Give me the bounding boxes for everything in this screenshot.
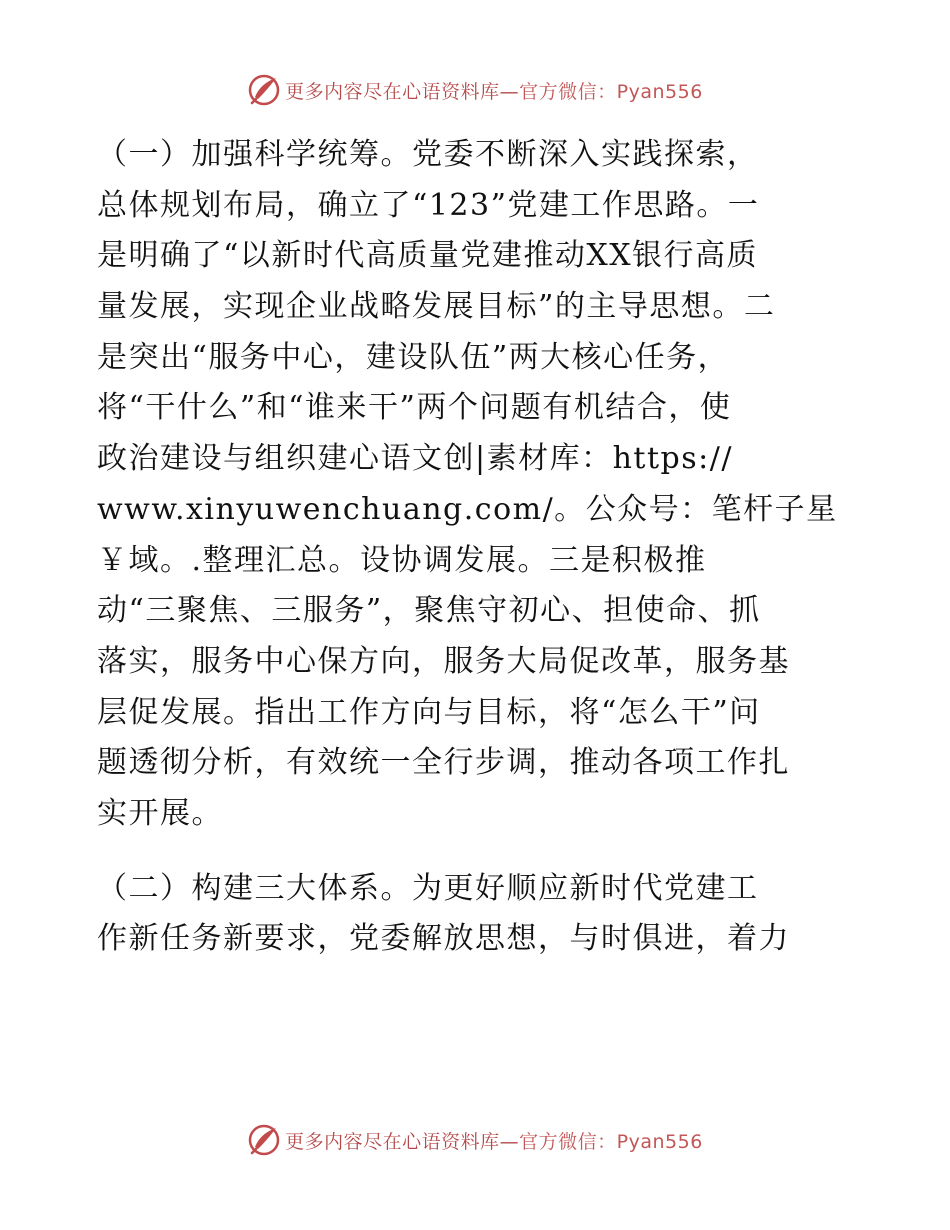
paragraph	[97, 864, 857, 965]
text-line: 量发展，实现企业战略发展目标”的主导思想。二	[97, 289, 776, 325]
header-watermark	[0, 68, 950, 112]
text-line: 题透彻分析，有效统一全行步调，推动各项工作扎	[97, 745, 790, 781]
text-line: 政治建设与组织建心语文创|素材库：https://	[97, 441, 733, 477]
document-body	[97, 130, 857, 965]
text-line: 作新任务新要求，党委解放思想，与时俱进，着力	[97, 921, 790, 957]
text-line: 落实，服务中心保方向，服务大局促改革，服务基	[97, 643, 790, 679]
paragraph	[97, 130, 857, 840]
watermark-site: 更多内容尽在心语资料库—	[285, 80, 520, 103]
watermark-site: 更多内容尽在心语资料库—	[285, 1130, 520, 1153]
text-line: 动“三聚焦、三服务”，聚焦守初心、担使命、抓	[97, 593, 761, 629]
watermark-text	[285, 77, 703, 104]
text-line: 是明确了“以新时代高质量党建推动XX银行高质	[97, 238, 759, 274]
text-line: www.xinyuwenchuang.com/。公众号：笔杆子星	[97, 491, 838, 527]
watermark-text	[285, 1127, 703, 1154]
text-line: 是突出“服务中心，建设队伍”两大核心任务，	[97, 339, 730, 375]
text-line: 实开展。	[97, 795, 223, 831]
text-line: ￥域。.整理汇总。设协调发展。三是积极推	[97, 542, 707, 578]
quill-logo-icon	[247, 73, 281, 107]
text-line: （二）构建三大体系。为更好顺应新时代党建工	[97, 870, 759, 906]
text-line: 层促发展。指出工作方向与目标，将“怎么干”问	[97, 694, 761, 730]
watermark-wechat: 官方微信：Pyan556	[519, 1130, 703, 1153]
watermark-wechat: 官方微信：Pyan556	[519, 80, 703, 103]
text-line: 将“干什么”和“谁来干”两个问题有机结合，使	[97, 390, 732, 426]
quill-logo-icon	[247, 1123, 281, 1157]
text-line: （一）加强科学统筹。党委不断深入实践探索，	[97, 137, 759, 172]
footer-watermark	[0, 1118, 950, 1162]
text-line: 总体规划布局，确立了“123”党建工作思路。一	[97, 187, 760, 223]
